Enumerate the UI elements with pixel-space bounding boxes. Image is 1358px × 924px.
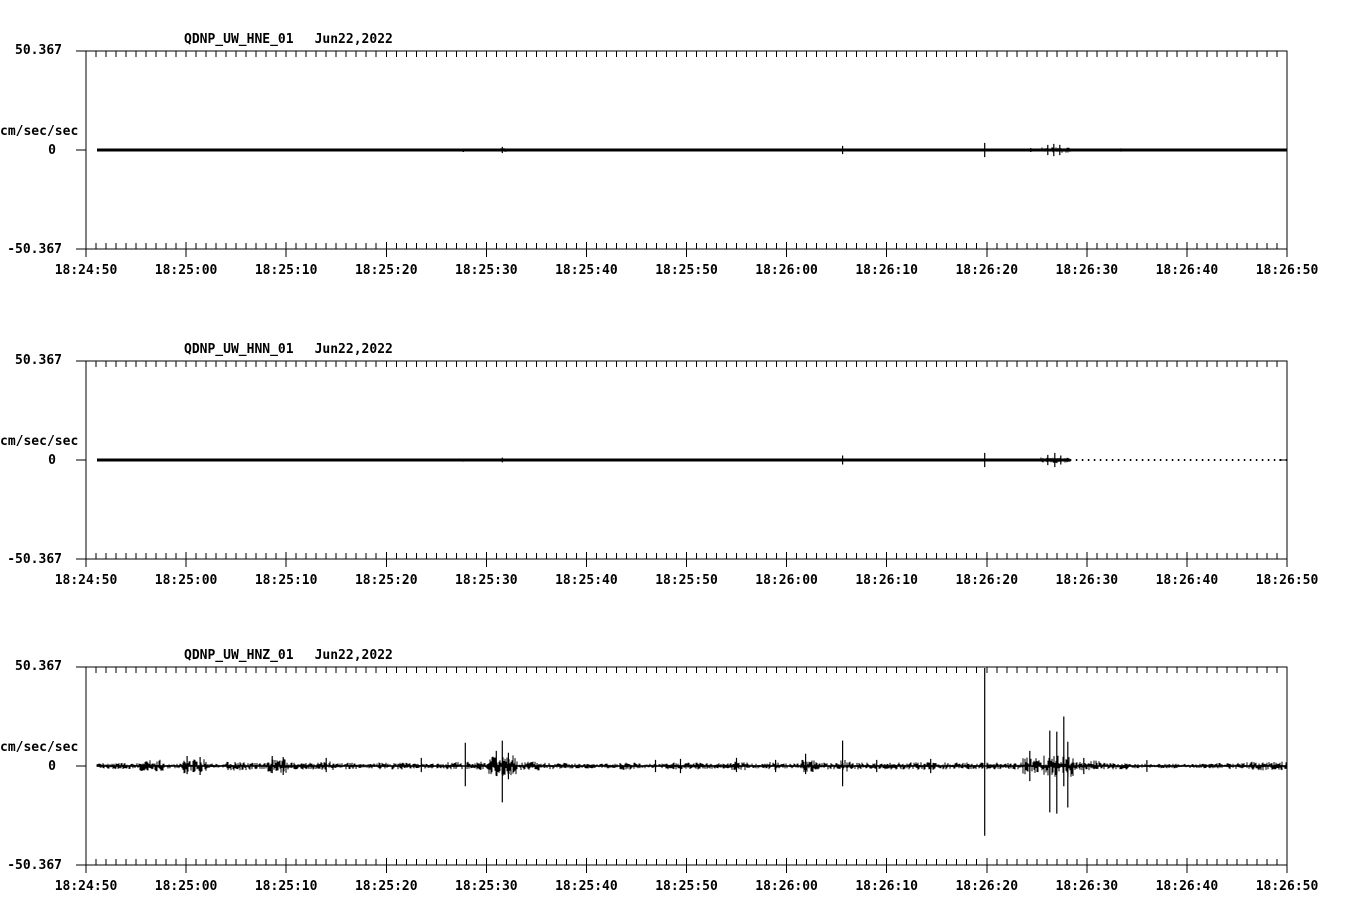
x-tick-label: 18:26:30 (1055, 263, 1119, 278)
x-tick-label: 18:26:10 (855, 573, 918, 588)
x-tick-label: 18:25:40 (555, 573, 618, 588)
x-tick-label: 18:25:00 (154, 879, 218, 894)
x-tick-label: 18:26:10 (855, 879, 918, 894)
y-axis-units-hne: cm/sec/sec (0, 124, 79, 139)
y-tick-zero-hne: 0 (48, 143, 56, 158)
channel-name: QDNP_UW_HNE_01 (184, 32, 294, 47)
x-tick-label: 18:26:30 (1055, 879, 1119, 894)
x-tick-label: 18:26:40 (1155, 263, 1219, 278)
panel-title-hnz (184, 648, 393, 663)
y-tick-max-hne: 50.367 (15, 43, 62, 58)
x-tick-label: 18:24:50 (54, 879, 118, 894)
x-tick-label: 18:26:50 (1255, 879, 1319, 894)
x-tick-label: 18:26:10 (855, 263, 918, 278)
panel-title-hnn (184, 342, 393, 357)
x-tick-label: 18:25:20 (354, 573, 418, 588)
x-tick-label: 18:25:40 (555, 263, 618, 278)
x-tick-label: 18:25:20 (354, 263, 418, 278)
x-tick-label: 18:26:00 (755, 263, 818, 278)
x-tick-label: 18:26:20 (955, 573, 1019, 588)
x-tick-label: 18:25:30 (455, 263, 518, 278)
x-tick-label: 18:25:50 (655, 879, 718, 894)
x-tick-label: 18:25:30 (455, 573, 518, 588)
x-tick-label: 18:26:50 (1255, 573, 1319, 588)
channel-name: QDNP_UW_HNN_01 (184, 342, 294, 357)
y-tick-min-hnn: -50.367 (7, 552, 62, 567)
x-tick-label: 18:26:50 (1255, 263, 1319, 278)
y-tick-zero-hnn: 0 (48, 453, 56, 468)
x-tick-label: 18:26:00 (755, 879, 818, 894)
panel-title-hne (184, 32, 393, 47)
x-tick-label: 18:25:20 (354, 879, 418, 894)
x-tick-label: 18:26:40 (1155, 879, 1219, 894)
x-tick-label: 18:26:40 (1155, 573, 1219, 588)
x-tick-label: 18:25:00 (154, 263, 218, 278)
x-tick-label: 18:25:10 (254, 573, 318, 588)
y-tick-max-hnz: 50.367 (15, 659, 62, 674)
x-tick-label: 18:25:50 (655, 263, 718, 278)
date-label: Jun22,2022 (314, 342, 393, 357)
x-tick-label: 18:25:10 (254, 263, 318, 278)
date-label: Jun22,2022 (314, 32, 393, 47)
y-tick-max-hnn: 50.367 (15, 353, 62, 368)
x-tick-label: 18:25:00 (154, 573, 218, 588)
x-tick-label: 18:26:30 (1055, 573, 1119, 588)
x-tick-label: 18:26:20 (955, 263, 1019, 278)
x-tick-label: 18:26:20 (955, 879, 1019, 894)
y-axis-units-hnn: cm/sec/sec (0, 434, 79, 449)
channel-name: QDNP_UW_HNZ_01 (184, 648, 294, 663)
y-tick-zero-hnz: 0 (48, 759, 56, 774)
x-tick-label: 18:25:10 (254, 879, 318, 894)
x-tick-label: 18:25:50 (655, 573, 718, 588)
y-tick-min-hne: -50.367 (7, 242, 62, 257)
y-axis-units-hnz: cm/sec/sec (0, 740, 79, 755)
x-tick-label: 18:25:30 (455, 879, 518, 894)
x-tick-label: 18:25:40 (555, 879, 618, 894)
y-tick-min-hnz: -50.367 (7, 858, 62, 873)
x-tick-label: 18:26:00 (755, 573, 818, 588)
date-label: Jun22,2022 (314, 648, 393, 663)
x-tick-label: 18:24:50 (54, 573, 118, 588)
x-tick-label: 18:24:50 (54, 263, 118, 278)
